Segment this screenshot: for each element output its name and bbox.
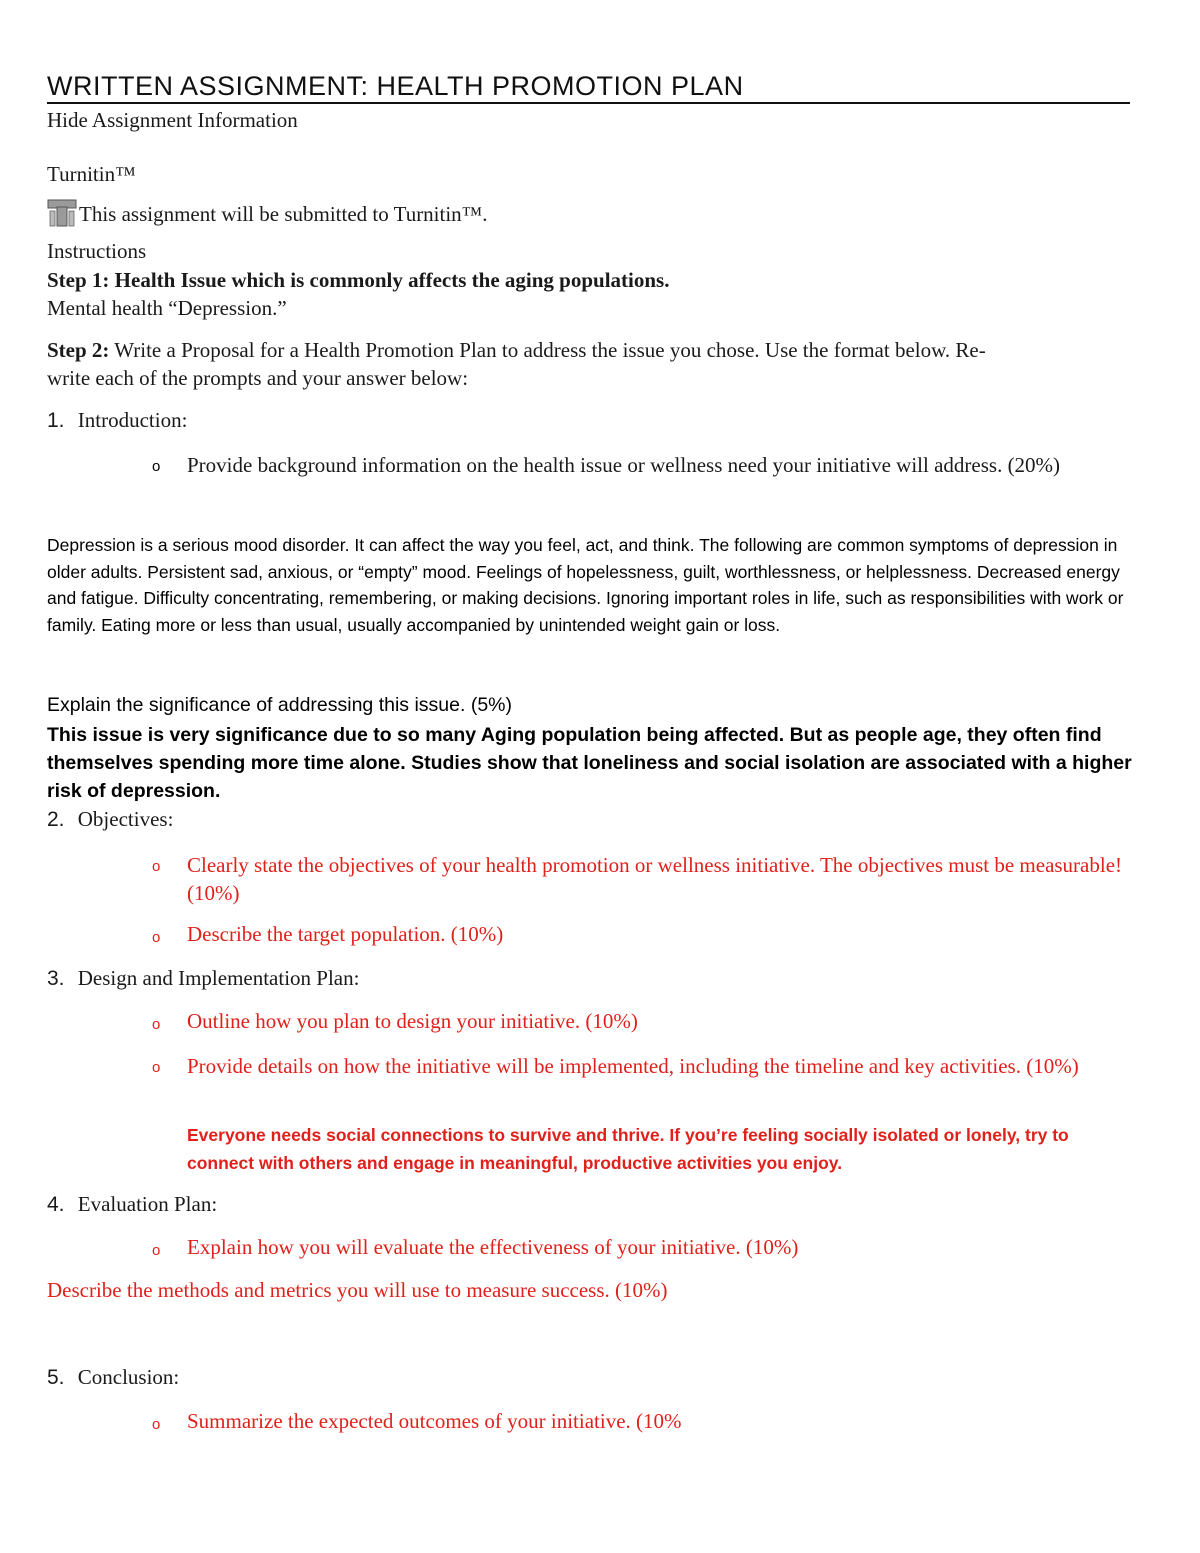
section-5-heading-row xyxy=(47,1365,179,1390)
step2-line2: write each of the prompts and your answer below: xyxy=(47,366,469,390)
section-heading: Objectives: xyxy=(77,807,174,831)
section-1-heading-row xyxy=(47,408,187,433)
section-heading: Design and Implementation Plan: xyxy=(77,966,360,990)
turnitin-note-row xyxy=(47,199,488,227)
bullet-glyph: o xyxy=(152,1242,161,1259)
section-heading: Introduction: xyxy=(77,408,188,432)
step2-label: Step 2: xyxy=(47,338,110,362)
bullet-glyph: o xyxy=(152,1016,161,1033)
turnitin-heading: Turnitin™ xyxy=(47,162,136,186)
section-3-heading-row xyxy=(47,966,359,991)
bullet-glyph: o xyxy=(152,1416,161,1433)
bullet-glyph: o xyxy=(152,929,161,946)
turnitin-note: This assignment will be submitted to Turnitin™. xyxy=(79,202,488,226)
bullet-glyph: o xyxy=(152,858,161,875)
depression-paragraph: Depression is a serious mood disorder. It can affect the way you feel, act, and think. The following are common symptoms of depression in older adults. Persistent sad, anxious, or “empty” mood. Feelings of hopelessness, guilt, worthlessness, or helplessness. Decreased energy and fatigue. Difficulty concentrating, remembering, or making decisions. Ignoring important roles in life, such as responsibilities with work or family. Eating more or less than usual, usually accompanied by unintended weight gain or loss. xyxy=(47,535,1124,635)
section-2-bullet-1: Clearly state the objectives of your health promotion or wellness initiative. The objectives must be measurable! (10%) xyxy=(187,853,1123,905)
step1-label: Step 1: xyxy=(47,268,110,292)
step2-text-1: Write a Proposal for a Health Promotion Plan to address the issue you chose. Use the format below. Re- xyxy=(109,338,986,362)
step1-answer: Mental health “Depression.” xyxy=(47,296,287,320)
section-number: 3. xyxy=(47,967,65,990)
step2-line1 xyxy=(47,338,986,363)
significance-prompt: Explain the significance of addressing this issue. (5%) xyxy=(47,694,512,716)
hide-assignment-info[interactable]: Hide Assignment Information xyxy=(47,108,298,132)
instructions-label: Instructions xyxy=(47,239,147,263)
section-heading: Evaluation Plan: xyxy=(77,1192,218,1216)
section-number: 5. xyxy=(47,1366,65,1389)
section-2-bullet-2: Describe the target population. (10%) xyxy=(187,922,504,946)
section-number: 4. xyxy=(47,1193,65,1216)
significance-answer: This issue is very significance due to so many Aging population being affected. But as people age, they often find themselves spending more time alone. Studies show that loneliness and social isolation are associated with a higher risk of depression. xyxy=(47,724,1132,802)
turnitin-logo-icon xyxy=(47,199,77,227)
bullet-glyph: o xyxy=(152,458,161,475)
section-heading: Conclusion: xyxy=(77,1365,180,1389)
section-3-bullet-2: Provide details on how the initiative will be implemented, including the timeline and key activities. (10%) xyxy=(187,1054,1079,1078)
section-2-heading-row xyxy=(47,807,173,832)
section-4-heading-row xyxy=(47,1192,217,1217)
bullet-glyph: o xyxy=(152,1059,161,1076)
step1-line xyxy=(47,268,669,293)
implementation-answer: Everyone needs social connections to survive and thrive. If you’re feeling socially isolated or lonely, try to connect with others and engage in meaningful, productive activities you enjoy. xyxy=(187,1125,1069,1173)
section-number: 2. xyxy=(47,808,65,831)
step1-text: Health Issue which is commonly affects the aging populations. xyxy=(109,268,670,292)
section-5-bullet-1: Summarize the expected outcomes of your initiative. (10% xyxy=(187,1409,682,1433)
evaluation-methods: Describe the methods and metrics you will use to measure success. (10%) xyxy=(47,1278,668,1302)
section-number: 1. xyxy=(47,409,65,432)
section-4-bullet-1: Explain how you will evaluate the effectiveness of your initiative. (10%) xyxy=(187,1235,799,1259)
section-1-bullet-1: Provide background information on the health issue or wellness need your initiative will address. (20%) xyxy=(187,453,1061,477)
section-3-bullet-1: Outline how you plan to design your initiative. (10%) xyxy=(187,1009,638,1033)
document-title: WRITTEN ASSIGNMENT: HEALTH PROMOTION PLAN xyxy=(47,70,1130,104)
